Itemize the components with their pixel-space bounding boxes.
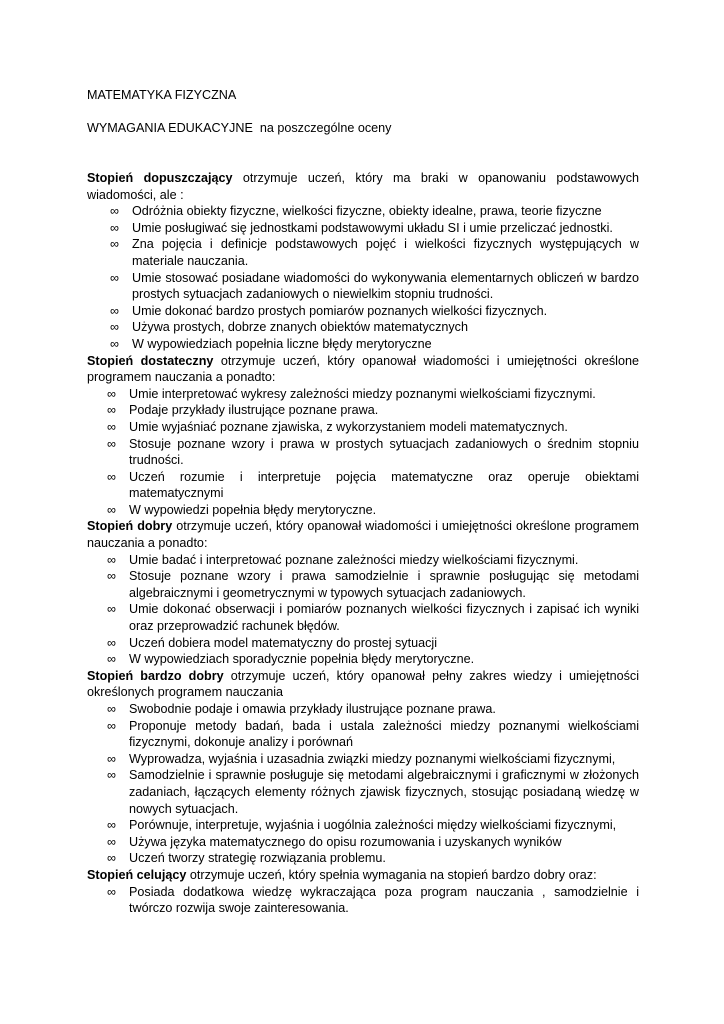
- requirement-item: [87, 552, 639, 569]
- requirement-text: Umie stosować posiadane wiadomości do wykonywania elementarnych obliczeń w bardzo prostych sytuacjach zadaniowych o niewielkim stopniu trudności.: [132, 270, 639, 302]
- grade-name: Stopień bardzo dobry: [87, 668, 224, 683]
- requirement-text: Umie interpretować wykresy zależności miedzy poznanymi wielkościami fizycznymi.: [129, 386, 596, 401]
- requirement-item: [87, 718, 639, 751]
- infinity-bullet-icon: ∞: [107, 834, 116, 849]
- requirement-text: Samodzielnie i sprawnie posługuje się metodami algebraicznymi i graficznymi w złożonych zadaniach, łączących elementy różnych zjawisk fizycznych, stosując posiadaną wiedzę w nowych sytuacjach.: [129, 768, 639, 816]
- requirement-text: Uczeń tworzy strategię rozwiązania problemu.: [129, 851, 386, 866]
- infinity-bullet-icon: ∞: [107, 403, 116, 418]
- requirement-text: Podaje przykłady ilustrujące poznane prawa.: [129, 403, 379, 418]
- requirement-item: [87, 386, 639, 403]
- grade-section: [87, 668, 639, 867]
- requirement-text: Proponuje metody badań, bada i ustala zależności miedzy poznanymi wielkościami fizycznymi, dokonuje analizy i porównań: [129, 718, 639, 750]
- grade-description: [87, 353, 639, 386]
- grade-description: [87, 867, 639, 884]
- requirement-text: Umie posługiwać się jednostkami podstawowymi układu SI i umie przeliczać jednostki.: [132, 220, 613, 235]
- requirement-item: [87, 635, 639, 652]
- grade-name: Stopień celujący: [87, 867, 187, 882]
- requirement-item: [87, 270, 639, 303]
- infinity-bullet-icon: ∞: [107, 602, 116, 617]
- requirement-text: Używa prostych, dobrze znanych obiektów matematycznych: [132, 320, 468, 335]
- requirement-list: [87, 701, 639, 867]
- infinity-bullet-icon: ∞: [110, 220, 119, 235]
- requirement-text: Umie badać i interpretować poznane zależności miedzy wielkościami fizycznymi.: [129, 552, 579, 567]
- requirement-list: [87, 884, 639, 917]
- document-title: MATEMATYKA FIZYCZNA: [87, 88, 237, 102]
- requirement-item: [87, 336, 639, 353]
- requirement-text: Stosuje poznane wzory i prawa samodzielnie i sprawnie posługując się metodami algebraicznymi i geometrycznymi w typowych sytuacjach zadaniowych.: [129, 569, 639, 600]
- grade-requirements: [87, 170, 639, 917]
- infinity-bullet-icon: ∞: [110, 270, 119, 285]
- requirement-item: [87, 419, 639, 436]
- requirement-item: [87, 203, 639, 220]
- infinity-bullet-icon: ∞: [107, 419, 116, 434]
- infinity-bullet-icon: ∞: [107, 702, 116, 716]
- document-subtitle: WYMAGANIA EDUKACYJNE na poszczególne oceny: [87, 121, 392, 135]
- infinity-bullet-icon: ∞: [107, 718, 116, 733]
- requirement-text: Swobodnie podaje i omawia przykłady ilustrujące poznane prawa.: [129, 702, 496, 716]
- infinity-bullet-icon: ∞: [107, 386, 116, 401]
- requirement-item: [87, 220, 639, 237]
- infinity-bullet-icon: ∞: [107, 884, 116, 899]
- grade-section: [87, 353, 639, 519]
- requirement-text: Uczeń dobiera model matematyczny do prostej sytuacji: [129, 635, 437, 650]
- infinity-bullet-icon: ∞: [107, 635, 116, 650]
- grade-name: Stopień dostateczny: [87, 353, 214, 368]
- requirement-text: Zna pojęcia i definicje podstawowych pojęć i wielkości fizycznych występujących w materiale nauczania.: [132, 237, 639, 268]
- infinity-bullet-icon: ∞: [107, 768, 116, 783]
- infinity-bullet-icon: ∞: [107, 502, 116, 517]
- infinity-bullet-icon: ∞: [107, 552, 116, 567]
- requirement-item: [87, 817, 639, 834]
- requirement-list: [87, 552, 639, 668]
- requirement-list: [87, 386, 639, 519]
- grade-description: [87, 668, 639, 701]
- requirement-item: [87, 651, 639, 668]
- infinity-bullet-icon: ∞: [110, 320, 119, 335]
- requirement-item: [87, 767, 639, 817]
- infinity-bullet-icon: ∞: [107, 851, 116, 866]
- requirement-item: [87, 236, 639, 269]
- requirement-item: [87, 436, 639, 469]
- requirement-text: Używa języka matematycznego do opisu rozumowania i uzyskanych wyników: [129, 834, 562, 849]
- grade-intro-text: otrzymuje uczeń, który opanował wiadomości i umiejętności określone programem nauczania a ponadto:: [87, 519, 639, 551]
- requirement-list: [87, 203, 639, 352]
- requirement-item: [87, 319, 639, 336]
- infinity-bullet-icon: ∞: [107, 569, 116, 584]
- infinity-bullet-icon: ∞: [110, 336, 119, 351]
- requirement-text: W wypowiedzi popełnia błędy merytoryczne.: [129, 502, 377, 517]
- grade-section: [87, 170, 639, 353]
- requirement-item: [87, 601, 639, 634]
- grade-intro-text: otrzymuje uczeń, który ma braki w opanowaniu podstawowych wiadomości, ale :: [87, 171, 640, 202]
- requirement-item: [87, 701, 639, 718]
- grade-intro-text: otrzymuje uczeń, który spełnia wymagania na stopień bardzo dobry oraz:: [186, 867, 597, 882]
- grade-section: [87, 518, 639, 667]
- infinity-bullet-icon: ∞: [107, 818, 116, 833]
- infinity-bullet-icon: ∞: [110, 204, 119, 219]
- grade-intro-text: otrzymuje uczeń, który opanował wiadomości i umiejętności określone programem nauczania a ponadto:: [87, 353, 639, 385]
- grade-description: [87, 518, 639, 551]
- requirement-item: [87, 502, 639, 519]
- grade-name: Stopień dopuszczający: [87, 171, 233, 185]
- requirement-text: Porównuje, interpretuje, wyjaśnia i uogólnia zależności między wielkościami fizycznymi,: [129, 818, 617, 833]
- requirement-text: Stosuje poznane wzory i prawa w prostych sytuacjach zadaniowych o średnim stopniu trudności.: [129, 436, 639, 468]
- grade-name: Stopień dobry: [87, 519, 173, 534]
- infinity-bullet-icon: ∞: [110, 237, 119, 252]
- requirement-text: W wypowiedziach popełnia liczne błędy merytoryczne: [132, 336, 432, 351]
- requirement-text: Wyprowadza, wyjaśnia i uzasadnia związki miedzy poznanymi wielkościami fizycznymi,: [129, 751, 616, 766]
- requirement-text: Posiada dodatkowa wiedzę wykraczająca poza program nauczania , samodzielnie i twórczo rozwija swoje zainteresowania.: [129, 884, 639, 916]
- grade-description: [87, 170, 639, 203]
- requirement-text: Umie dokonać obserwacji i pomiarów poznanych wielkości fizycznych i zapisać ich wyniki oraz przeprowadzić rachunek błędów.: [129, 602, 639, 634]
- infinity-bullet-icon: ∞: [107, 652, 116, 667]
- requirement-text: Umie wyjaśniać poznane zjawiska, z wykorzystaniem modeli matematycznych.: [129, 419, 568, 434]
- requirement-item: [87, 751, 639, 768]
- requirement-text: W wypowiedziach sporadycznie popełnia błędy merytoryczne.: [129, 652, 475, 667]
- requirement-text: Umie dokonać bardzo prostych pomiarów poznanych wielkości fizycznych.: [132, 303, 548, 318]
- requirement-item: [87, 884, 639, 917]
- requirement-item: [87, 303, 639, 320]
- requirement-item: [87, 469, 639, 502]
- grade-intro-text: otrzymuje uczeń, który opanował pełny zakres wiedzy i umiejętności określonych programem nauczania: [87, 668, 639, 700]
- infinity-bullet-icon: ∞: [107, 436, 116, 451]
- requirement-text: Uczeń rozumie i interpretuje pojęcia matematyczne oraz operuje obiektami matematycznymi: [129, 469, 639, 501]
- grade-section: [87, 867, 639, 917]
- requirement-text: Odróżnia obiekty fizyczne, wielkości fizyczne, obiekty idealne, prawa, teorie fizyczne: [132, 204, 602, 219]
- requirement-item: [87, 568, 639, 601]
- infinity-bullet-icon: ∞: [110, 303, 119, 318]
- requirement-item: [87, 402, 639, 419]
- infinity-bullet-icon: ∞: [107, 469, 116, 484]
- infinity-bullet-icon: ∞: [107, 751, 116, 766]
- requirement-item: [87, 850, 639, 867]
- requirement-item: [87, 834, 639, 851]
